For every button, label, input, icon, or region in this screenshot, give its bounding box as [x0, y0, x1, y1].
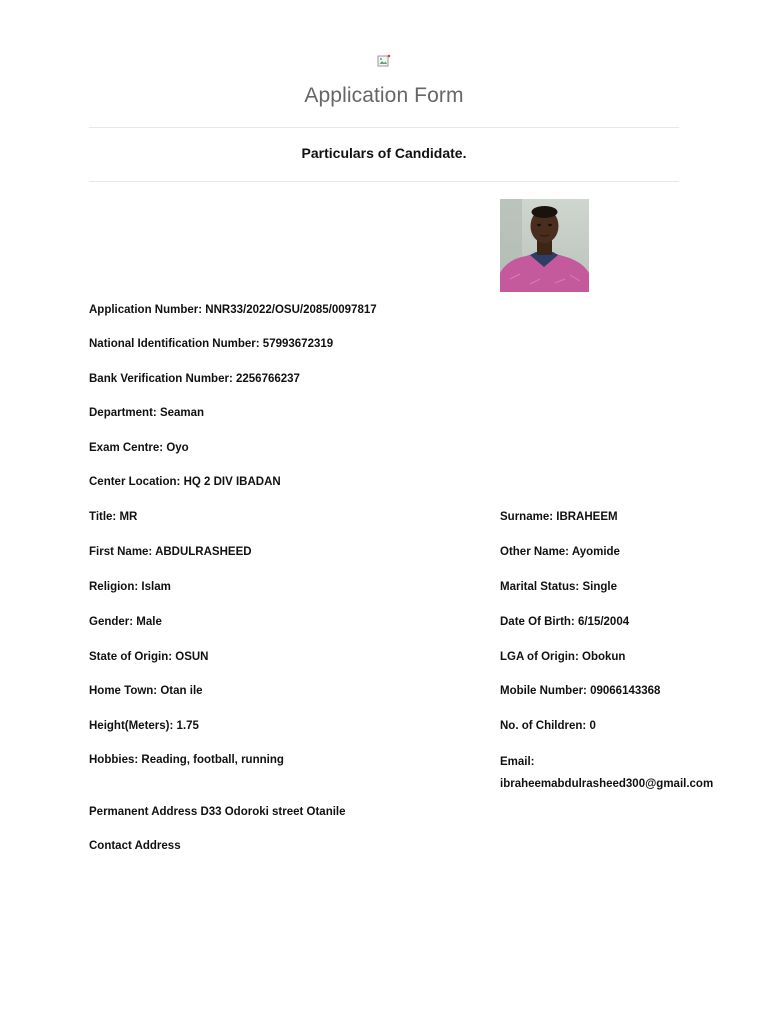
contact-address [89, 840, 181, 852]
field-value: Single [582, 581, 617, 593]
candidate-photo [500, 199, 589, 292]
field-label: Home Town: [89, 685, 158, 697]
field-value: 6/15/2004 [577, 616, 630, 628]
surname [500, 511, 618, 523]
field-label: Center Location: [89, 476, 181, 488]
field-label: National Identification Number: [89, 338, 260, 350]
field-label: Date Of Birth: [500, 616, 575, 628]
title-field [89, 511, 137, 523]
field-label: Mobile Number: [500, 685, 587, 697]
field-value: Seaman [159, 407, 205, 419]
state-of-origin [89, 651, 209, 663]
field-label: Permanent Address [89, 806, 198, 818]
field-value: D33 Odoroki street Otanile [200, 806, 346, 818]
field-value: Islam [141, 581, 171, 593]
home-town [89, 685, 203, 697]
field-value: MR [119, 511, 138, 523]
field-label: Height(Meters): [89, 720, 174, 732]
field-value: Otan ile [160, 685, 203, 697]
field-value: Ayomide [571, 546, 620, 558]
hobbies [89, 754, 284, 766]
marital-status [500, 581, 617, 593]
date-of-birth [500, 616, 629, 628]
other-name [500, 546, 620, 558]
field-label: Title: [89, 511, 117, 523]
field-value: Male [136, 616, 162, 628]
page-title: Application Form [304, 84, 464, 107]
field-label: State of Origin: [89, 651, 173, 663]
gender [89, 616, 162, 628]
no-of-children [500, 720, 596, 732]
broken-image-icon [377, 54, 391, 68]
application-number [89, 304, 377, 316]
field-label: Other Name: [500, 546, 570, 558]
field-label: Hobbies: [89, 754, 139, 766]
field-value: 1.75 [176, 720, 199, 732]
field-value: ibraheemabdulrasheed300@gmail.com [500, 778, 714, 790]
field-label: No. of Children: [500, 720, 587, 732]
field-label: Email: [500, 756, 535, 768]
center-location [89, 476, 281, 488]
exam-centre [89, 442, 189, 454]
divider [89, 181, 679, 182]
lga-of-origin [500, 651, 625, 663]
department [89, 407, 204, 419]
bank-verification-number [89, 373, 300, 385]
field-value: Obokun [582, 651, 626, 663]
field-value: IBRAHEEM [556, 511, 618, 523]
field-value: Oyo [166, 442, 189, 454]
field-label: Department: [89, 407, 157, 419]
field-value: ABDULRASHEED [155, 546, 252, 558]
field-label: Application Number: [89, 304, 203, 316]
field-value: 2256766237 [236, 373, 300, 385]
field-value: 09066143368 [590, 685, 661, 697]
email [500, 751, 713, 795]
field-label: Gender: [89, 616, 134, 628]
field-value: NNR33/2022/OSU/2085/0097817 [205, 304, 377, 316]
field-value: Reading, football, running [141, 754, 284, 766]
field-label: Surname: [500, 511, 554, 523]
field-label: Bank Verification Number: [89, 373, 233, 385]
field-value: 0 [589, 720, 596, 732]
divider [89, 127, 679, 128]
height [89, 720, 199, 732]
religion [89, 581, 171, 593]
field-value: 57993672319 [262, 338, 334, 350]
field-label: LGA of Origin: [500, 651, 579, 663]
field-label: Marital Status: [500, 581, 580, 593]
field-label: Religion: [89, 581, 139, 593]
mobile-number [500, 685, 660, 697]
field-value: OSUN [175, 651, 209, 663]
field-label: First Name: [89, 546, 153, 558]
field-label: Contact Address [89, 840, 181, 852]
section-subtitle: Particulars of Candidate. [301, 145, 467, 161]
field-value: HQ 2 DIV IBADAN [183, 476, 281, 488]
national-identification-number [89, 338, 333, 350]
field-label: Exam Centre: [89, 442, 164, 454]
permanent-address [89, 806, 346, 818]
first-name [89, 546, 252, 558]
